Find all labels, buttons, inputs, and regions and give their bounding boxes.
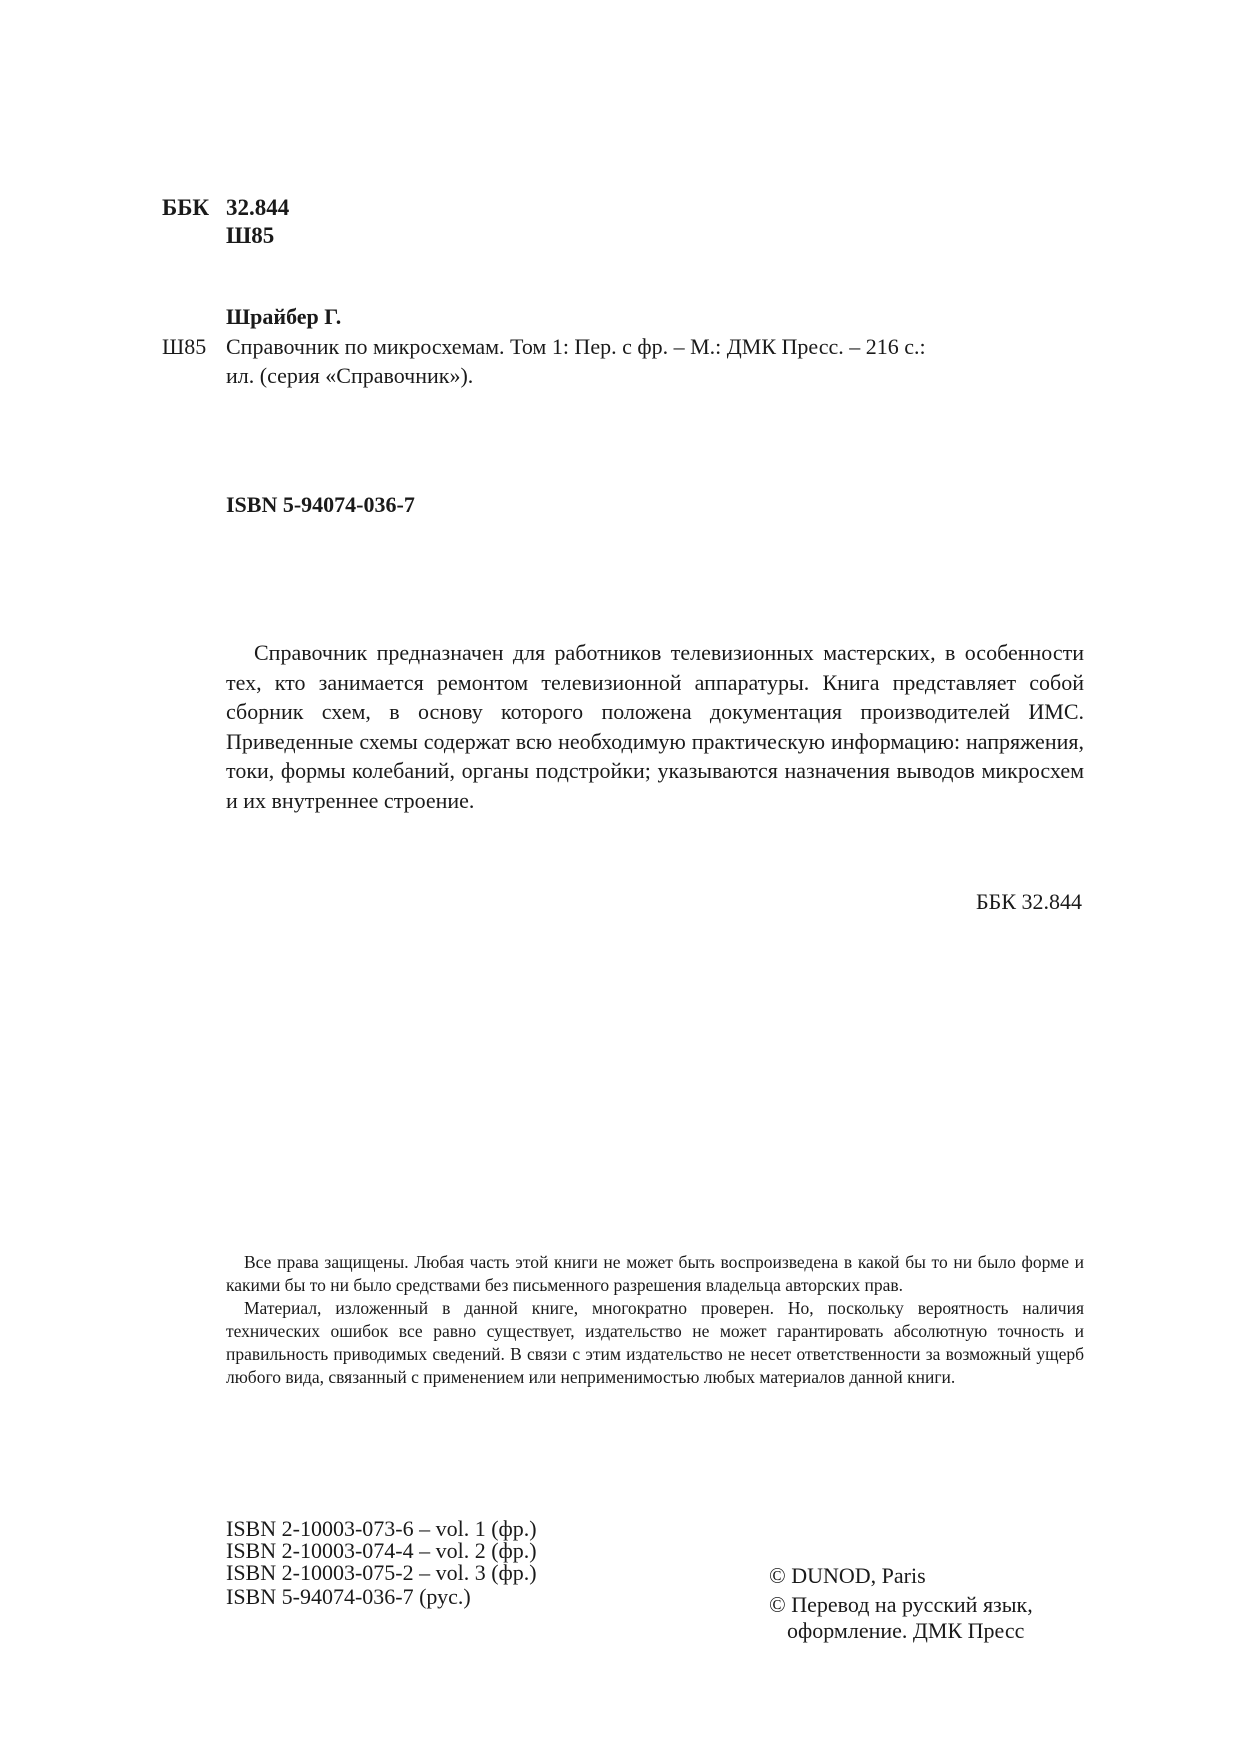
copyright-translation: © Перевод на русский язык, (769, 1592, 1033, 1617)
bbk-label: ББК (162, 195, 210, 220)
record-line-2: ил. (серия «Справочник»). (226, 363, 474, 388)
liability-notice: Материал, изложенный в данной книге, многократно проверен. Но, поскольку вероятность наличия технических ошибок все равно существует, издательство не может гарантировать абсолютную точность и правильность приводимых сведений. В связи с этим издательство не несет ответственности за возможный ущерб любого вида, связанный с применением или неприменимостью любых материалов данной книги. (226, 1298, 1084, 1387)
record-line-1: Справочник по микросхемам. Том 1: Пер. с фр. – М.: ДМК Пресс. – 216 с.: (226, 334, 926, 359)
copyright-design: оформление. ДМК Пресс (787, 1618, 1025, 1643)
annotation-paragraph: Справочник предназначен для работников телевизионных мастерских, в особенности тех, кто занимается ремонтом телевизионной аппаратуры. Книга представляет собой сборник схем, в основу которого положена документация производителей ИМС. Приведенные схемы содержат всю необходимую практическую информацию: напряжения, токи, формы колебаний, органы подстройки; указываются назначения выводов микросхем и их внутреннее строение. (226, 640, 1084, 813)
rights-notice: Все права защищены. Любая часть этой книги не может быть воспроизведена в какой бы то ни было форме и какими бы то ни было средствами без письменного разрешения владельца авторских прав. (226, 1252, 1084, 1295)
isbn-vol-2: ISBN 2-10003-074-4 – vol. 2 (фр.) (226, 1538, 537, 1563)
author-mark: Ш85 (226, 223, 275, 248)
author-name: Шрайбер Г. (226, 304, 342, 329)
main-isbn: ISBN 5-94074-036-7 (226, 492, 415, 517)
isbn-vol-3: ISBN 2-10003-075-2 – vol. 3 (фр.) (226, 1560, 537, 1585)
record-mark: Ш85 (162, 334, 207, 359)
bbk-code: 32.844 (226, 195, 290, 220)
isbn-russian: ISBN 5-94074-036-7 (рус.) (226, 1584, 471, 1609)
copyright-dunod: © DUNOD, Paris (769, 1563, 926, 1588)
isbn-vol-1: ISBN 2-10003-073-6 – vol. 1 (фр.) (226, 1516, 537, 1541)
bbk-footer: ББК 32.844 (976, 889, 1082, 914)
